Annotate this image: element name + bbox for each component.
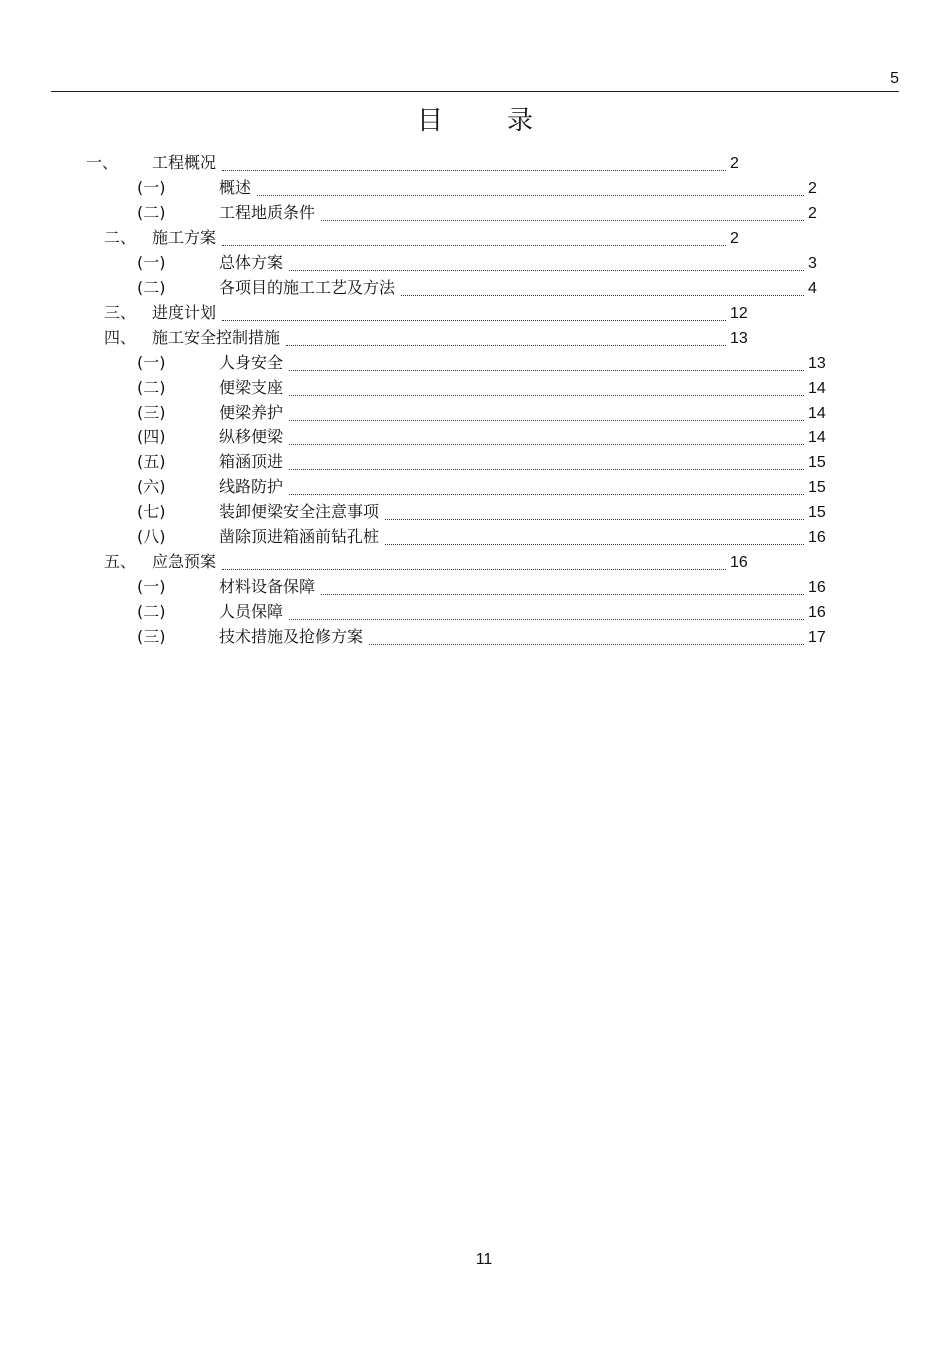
toc-entry-label: 便梁支座	[219, 377, 284, 397]
toc-entry-page: 17	[808, 629, 826, 647]
toc-entry-number: (一)	[137, 252, 166, 272]
toc-entry-page: 2	[808, 179, 817, 197]
toc-entry[interactable]	[0, 203, 950, 225]
toc-leader-dots	[321, 594, 804, 595]
toc-entry-number: 三、	[104, 302, 137, 322]
toc-leader-dots	[321, 220, 804, 221]
toc-leader-dots	[289, 619, 804, 620]
footer-page-number: 11	[475, 1251, 493, 1268]
toc-entry-label: 施工安全控制措施	[152, 327, 281, 347]
toc-entry-number: (三)	[137, 627, 166, 647]
toc-entry[interactable]	[0, 153, 950, 175]
toc-leader-dots	[222, 320, 726, 321]
toc-entry-label: 人身安全	[219, 352, 284, 372]
toc-entry[interactable]	[0, 178, 950, 200]
title-char-right: 录	[507, 106, 534, 136]
toc-entry[interactable]	[0, 477, 950, 499]
toc-entry[interactable]	[0, 627, 950, 649]
toc-entry-page: 15	[808, 479, 826, 497]
toc-entry[interactable]	[0, 303, 950, 325]
toc-entry[interactable]	[0, 278, 950, 300]
toc-entry-number: (二)	[137, 602, 166, 622]
toc-leader-dots	[289, 444, 804, 445]
toc-entry-label: 人员保障	[219, 602, 284, 622]
toc-entry-page: 16	[808, 579, 826, 597]
toc-entry-page: 16	[730, 554, 748, 572]
toc-entry[interactable]	[0, 577, 950, 599]
toc-entry[interactable]	[0, 602, 950, 624]
toc-leader-dots	[289, 420, 804, 421]
toc-entry[interactable]	[0, 502, 950, 524]
toc-entry-label: 箱涵顶进	[219, 452, 284, 472]
toc-entry-label: 装卸便梁安全注意事项	[219, 502, 380, 522]
toc-leader-dots	[222, 245, 726, 246]
toc-entry-label: 各项目的施工工艺及方法	[219, 277, 396, 297]
toc-entry-number: (五)	[137, 452, 166, 472]
toc-leader-dots	[369, 644, 804, 645]
toc-entry-number: (六)	[137, 477, 166, 497]
toc-leader-dots	[289, 370, 804, 371]
toc-leader-dots	[257, 195, 804, 196]
title-char-left: 目	[416, 106, 443, 136]
toc-leader-dots	[286, 345, 726, 346]
toc-leader-dots	[385, 519, 804, 520]
toc-entry-page: 4	[808, 279, 817, 297]
toc-entry-page: 14	[808, 429, 826, 447]
toc-entry[interactable]	[0, 452, 950, 474]
toc-entry-page: 16	[808, 529, 826, 547]
header-rule	[51, 91, 899, 92]
toc-leader-dots	[385, 544, 804, 545]
toc-entry[interactable]	[0, 328, 950, 350]
toc-entry-page: 3	[808, 254, 817, 272]
toc-leader-dots	[289, 395, 804, 396]
toc-entry[interactable]	[0, 527, 950, 549]
toc-entry-page: 2	[730, 155, 739, 172]
toc-leader-dots	[289, 270, 804, 271]
toc-entry-label: 概述	[219, 177, 252, 197]
toc-entry-label: 应急预案	[152, 552, 217, 572]
toc-entry-number: (一)	[137, 352, 166, 372]
header-page-number: 5	[890, 70, 899, 87]
toc-entry[interactable]	[0, 228, 950, 250]
toc-entry-page: 14	[808, 379, 826, 397]
toc-entry-number: (八)	[137, 527, 166, 547]
toc-entry[interactable]	[0, 403, 950, 425]
toc-entry-number: (一)	[137, 177, 166, 197]
toc-entry-number: (二)	[137, 202, 166, 222]
toc-entry-number: 五、	[104, 552, 137, 572]
toc-entry-label: 工程地质条件	[219, 202, 316, 222]
toc-leader-dots	[222, 170, 726, 171]
toc-entry-label: 材料设备保障	[219, 577, 316, 597]
toc-entry-label: 便梁养护	[219, 402, 284, 422]
toc-entry-number: (二)	[137, 377, 166, 397]
toc-entry-page: 15	[808, 454, 826, 472]
toc-entry-number: 二、	[104, 227, 137, 247]
toc-entry[interactable]	[0, 378, 950, 400]
toc-entry-page: 13	[730, 329, 748, 347]
toc-entry[interactable]	[0, 427, 950, 449]
toc-entry-label: 纵移便梁	[219, 427, 284, 447]
toc-entry[interactable]	[0, 353, 950, 375]
toc-leader-dots	[289, 469, 804, 470]
toc-entry-number: (二)	[137, 277, 166, 297]
toc-entry-page: 15	[808, 504, 826, 522]
toc-entry-page: 13	[808, 354, 826, 372]
toc-entry-page: 2	[730, 229, 739, 247]
toc-leader-dots	[401, 295, 804, 296]
toc-entry-number: 四、	[104, 327, 137, 347]
toc-entry-number: (一)	[137, 577, 166, 597]
toc-entry-label: 凿除顶进箱涵前钻孔桩	[219, 527, 380, 547]
toc-entry-page: 2	[808, 204, 817, 222]
toc-entry-number: 一、	[86, 153, 119, 172]
toc-entry[interactable]	[0, 253, 950, 275]
toc-entry-label: 工程概况	[152, 153, 217, 172]
toc-entry-number: (七)	[137, 502, 166, 522]
toc-entry-number: (四)	[137, 427, 166, 447]
toc-leader-dots	[222, 569, 726, 570]
toc-entry-label: 总体方案	[219, 252, 284, 272]
toc-entry-label: 技术措施及抢修方案	[219, 627, 364, 647]
page-title	[0, 100, 950, 137]
toc-entry-label: 线路防护	[219, 477, 284, 497]
toc-entry-page: 12	[730, 304, 748, 322]
toc-leader-dots	[289, 494, 804, 495]
toc-entry-page: 16	[808, 604, 826, 622]
toc-entry-number: (三)	[137, 402, 166, 422]
toc-entry-page: 14	[808, 404, 826, 422]
toc-entry-label: 施工方案	[152, 227, 217, 247]
toc-entry-label: 进度计划	[152, 302, 217, 322]
toc-entry[interactable]	[0, 552, 950, 574]
